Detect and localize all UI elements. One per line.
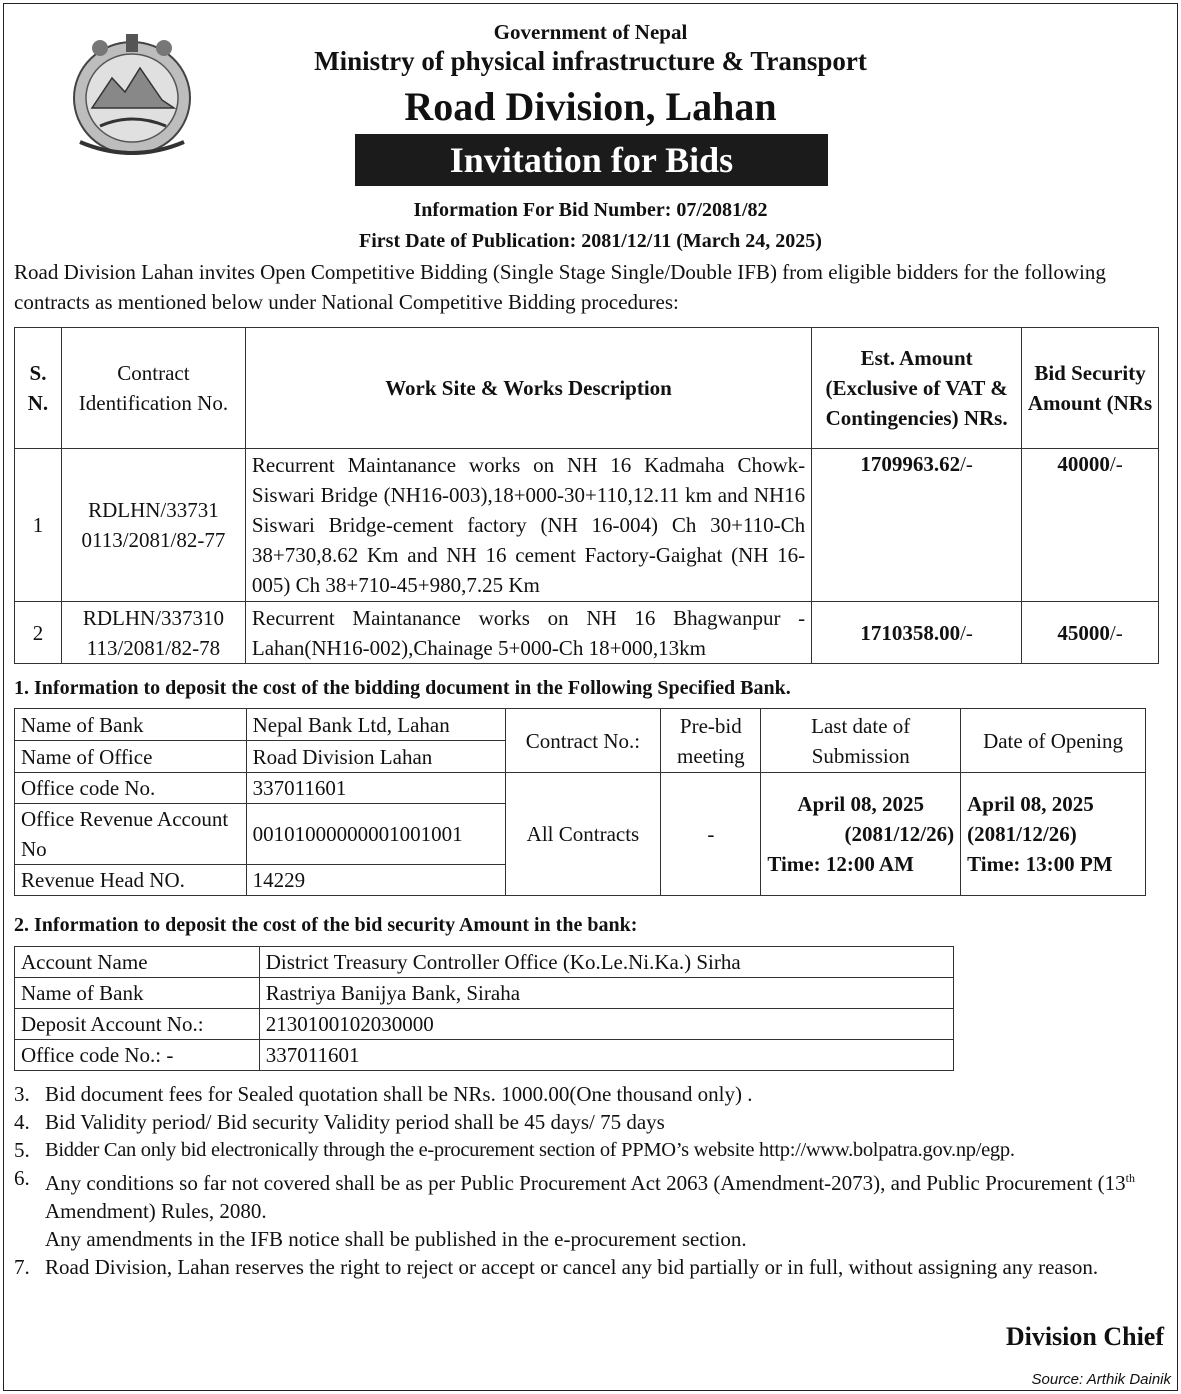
bank-value: Nepal Bank Ltd, Lahan (246, 709, 505, 741)
list-item (14, 1136, 1169, 1164)
bank-document-table (14, 708, 1146, 896)
note-text-b: Amendment) Rules, 2080. (45, 1199, 267, 1223)
office-value: Road Division Lahan (246, 741, 505, 773)
row-amount (812, 449, 1022, 602)
table-row (15, 1009, 954, 1040)
bid-number: : 07/2081/82 (664, 199, 768, 221)
col-sn-header: S. N. (15, 328, 62, 449)
row-description: Recurrent Maintanance works on NH 16 Kadmaha Chowk-Siswari Bridge (NH16-003),18+000-30+110,12.11 km and NH16 Siswari Bridge-cement factory (NH 16-004) Ch 30+110-Ch 38+730,8.62 Km and NH 16 cement Factory-Gaighat (NH 16-005) Ch 38+710-45+980,7.25 Km (245, 449, 811, 602)
gov-title: Government of Nepal (493, 20, 688, 44)
note-number: 5. (14, 1138, 30, 1162)
last-time: Time: 12:00 AM (767, 852, 914, 876)
security-suffix: /- (1109, 452, 1123, 476)
table-row (15, 1040, 954, 1071)
note-text: Bidder Can only bid electronically through the e-procurement section of PPMO’s website http://www.bolpatra.gov.np/egp. (45, 1139, 1015, 1161)
last-date-header: Last date of Submission (761, 709, 961, 773)
note-number: 3. (14, 1082, 30, 1106)
office-code-label: Office code No. (15, 773, 247, 804)
division-title: Road Division, Lahan (404, 84, 777, 129)
opening-cell (961, 773, 1146, 896)
security-value: 45000 (1057, 620, 1110, 645)
table-row (15, 947, 954, 978)
security-value: 40000 (1057, 452, 1110, 476)
note-text-c: Any amendments in the IFB notice shall be published in the e-procurement section. (45, 1227, 747, 1251)
contracts-value: All Contracts (505, 773, 661, 896)
amount-suffix: /- (960, 620, 973, 645)
list-item (14, 1108, 1169, 1136)
section2-title: 2. Information to deposit the cost of the bid security Amount in the bank: (14, 914, 638, 936)
last-submission-cell (761, 773, 961, 896)
row-sn: 1 (15, 449, 62, 602)
table-row (15, 602, 1159, 664)
section1-title: 1. Information to deposit the cost of the bidding document in the Following Specified Bank. (14, 677, 791, 699)
notice-title-banner: Invitation for Bids (355, 134, 828, 186)
revenue-head-value: 14229 (246, 865, 505, 896)
security-row-label: Name of Bank (15, 978, 260, 1009)
pub-date-label: First Date of Publication (359, 230, 570, 252)
col-security-header: Bid Security Amount (NRs (1022, 328, 1159, 449)
security-row-value: 2130100102030000 (259, 1009, 953, 1040)
signature: Division Chief (1005, 1322, 1164, 1351)
contracts-table (14, 327, 1159, 664)
table-row (15, 773, 1146, 804)
col-id-header: Contract Identification No. (61, 328, 245, 449)
col-amount-header: Est. Amount (Exclusive of VAT & Contingencies) NRs. (812, 328, 1022, 449)
ministry-title: Ministry of physical infrastructure & Transport (314, 46, 867, 76)
security-row-value: 337011601 (259, 1040, 953, 1071)
security-suffix: /- (1109, 620, 1123, 645)
note-text-a: Any conditions so far not covered shall be as per Public Procurement Act 2063 (Amendment-2073), and Public Procurement (13 (45, 1171, 1126, 1195)
note-text (45, 1164, 1169, 1253)
open-date-np: (2081/12/26) (967, 822, 1077, 846)
prebid-header: Pre-bid meeting (661, 709, 761, 773)
publication-date-line (0, 230, 1181, 253)
row-security (1022, 602, 1159, 664)
pub-date: : 2081/12/11 (March 24, 2025) (569, 230, 822, 252)
row-security (1022, 449, 1159, 602)
revenue-acc-label: Office Revenue Account No (15, 804, 247, 865)
note-number: 4. (14, 1110, 30, 1134)
row-contract-id: RDLHN/337310 113/2081/82-78 (61, 602, 245, 664)
note-number: 6. (14, 1166, 30, 1190)
contract-no-header: Contract No.: (505, 709, 661, 773)
row-contract-id: RDLHN/33731 0113/2081/82-77 (61, 449, 245, 602)
list-item (14, 1164, 1169, 1253)
note-sup: th (1125, 1171, 1136, 1185)
row-amount (812, 602, 1022, 664)
office-label: Name of Office (15, 741, 247, 773)
security-row-label: Deposit Account No.: (15, 1009, 260, 1040)
list-item (14, 1080, 1169, 1108)
col-desc-header: Work Site & Works Description (245, 328, 811, 449)
note-text: Road Division, Lahan reserves the right to reject or accept or cancel any bid partially or in full, without assigning any reason. (45, 1255, 1099, 1279)
note-text: Bid document fees for Sealed quotation shall be NRs. 1000.00(One thousand only) . (45, 1082, 753, 1106)
amount-value: 1710358.00 (860, 620, 961, 645)
bid-number-line (0, 199, 1181, 222)
table-row (15, 978, 954, 1009)
table-row (15, 449, 1159, 602)
revenue-head-label: Revenue Head NO. (15, 865, 247, 896)
security-row-label: Office code No.: - (15, 1040, 260, 1071)
opening-date-header: Date of Opening (961, 709, 1146, 773)
note-number: 7. (14, 1255, 30, 1279)
intro-paragraph: Road Division Lahan invites Open Competitive Bidding (Single Stage Single/Double IFB) from eligible bidders for the following contracts as mentioned below under National Competitive Bidding procedures: (14, 260, 1106, 314)
security-row-value: Rastriya Banijya Bank, Siraha (259, 978, 953, 1009)
amount-value: 1709963.62 (860, 452, 961, 476)
contracts-header-row (15, 328, 1159, 449)
last-date: April 08, 2025 (797, 792, 924, 816)
source-credit: Source: Arthik Dainik (1031, 1371, 1171, 1388)
bid-number-label: Information For Bid Number (413, 199, 665, 221)
security-row-value: District Treasury Controller Office (Ko.Le.Ni.Ka.) Sirha (259, 947, 953, 978)
bid-security-table (14, 946, 954, 1071)
table-row (15, 709, 1146, 741)
office-code-value: 337011601 (246, 773, 505, 804)
security-row-label: Account Name (15, 947, 260, 978)
row-sn: 2 (15, 602, 62, 664)
revenue-acc-value: 00101000000001001001 (246, 804, 505, 865)
row-description: Recurrent Maintanance works on NH 16 Bhagwanpur - Lahan(NH16-002),Chainage 5+000-Ch 18+000,13km (245, 602, 811, 664)
last-date-np: (2081/12/26) (844, 822, 955, 846)
list-item (14, 1253, 1169, 1281)
note-text: Bid Validity period/ Bid security Validity period shall be 45 days/ 75 days (45, 1110, 665, 1134)
bank-label: Name of Bank (15, 709, 247, 741)
amount-suffix: /- (960, 452, 973, 476)
open-time: Time: 13:00 PM (967, 852, 1113, 876)
open-date: April 08, 2025 (967, 792, 1094, 816)
notes-list (14, 1080, 1169, 1281)
prebid-value: - (661, 773, 761, 896)
